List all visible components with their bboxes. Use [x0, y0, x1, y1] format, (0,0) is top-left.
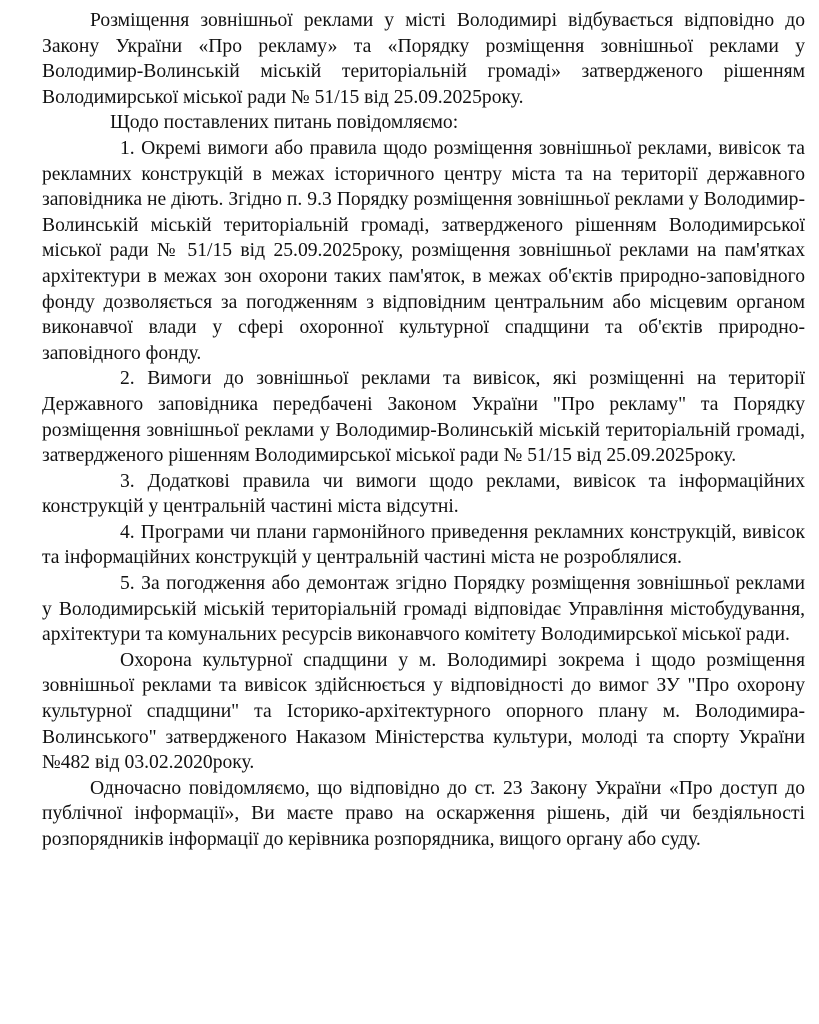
paragraph-questions-intro: Щодо поставлених питань повідомляємо: — [110, 112, 459, 134]
paragraph-item-1: 1. Окремі вимоги або правила щодо розміщення зовнішньої реклами, вивісок та рекламних конструкцій в межах історичного центру міста та на території державного заповідника не діють. Згідно п. 9.3 Порядку розміщення зовнішньої реклами у Володимир-Волинській міській територіальній громаді, затвердженого рішенням Володимирської міської ради № 51/15 від 25.09.2025року, розміщення зовнішньої реклами на пам'ятках архітектури в межах зон охорони таких пам'яток, в межах об'єктів природно-заповідного фонду дозволяється за погодженням з відповідним центральним або місцевим органом виконавчої влади у сфері охоронної культурної спадщини та об'єктів природно-заповідного фонду. — [42, 137, 805, 364]
paragraph-heritage-protection: Охорона культурної спадщини у м. Володимирі зокрема і щодо розміщення зовнішньої реклами та вивісок здійснюється у відповідності до вимог ЗУ "Про охорону культурної спадщини" та Історико-архітектурного опорного плану м. Володимира-Волинського" затвердженого Наказом Міністерства культури, молоді та спорту України №482 від 03.02.2020року. — [42, 649, 805, 774]
paragraph-item-4: 4. Програми чи плани гармонійного приведення рекламних конструкцій, вивісок та інформаційних конструкцій у центральній частині міста не розроблялися. — [42, 521, 805, 569]
paragraph-appeal-right: Одночасно повідомляємо, що відповідно до ст. 23 Закону України «Про доступ до публічної інформації», Ви маєте право на оскарження рішень, дій чи бездіяльності розпорядників інформації до керівника розпорядника, вищого органу або суду. — [42, 777, 805, 850]
paragraph-item-2: 2. Вимоги до зовнішньої реклами та вивісок, які розміщенні на території Державного заповідника передбачені Законом України "Про рекламу" та Порядку розміщення зовнішньої реклами у Володимир-Волинській міській територіальній громаді, затвердженого рішенням Володимирської міської ради № 51/15 від 25.09.2025року. — [42, 368, 805, 467]
paragraph-item-3: 3. Додаткові правила чи вимоги щодо реклами, вивісок та інформаційних конструкцій у центральній частині міста відсутні. — [42, 470, 805, 518]
paragraph-item-5: 5. За погодження або демонтаж згідно Порядку розміщення зовнішньої реклами у Володимирській міській територіальній громаді відповідає Управління містобудування, архітектури та комунальних ресурсів виконавчого комітету Володимирської міської ради. — [42, 573, 805, 646]
paragraph-advertising-placement: Розміщення зовнішньої реклами у місті Володимирі відбувається відповідно до Закону України «Про рекламу» та «Порядку розміщення зовнішньої реклами у Володимир-Волинській міській територіальній громаді» затвердженого рішенням Володимирської міської ради № 51/15 від 25.09.2025року. — [42, 10, 805, 108]
